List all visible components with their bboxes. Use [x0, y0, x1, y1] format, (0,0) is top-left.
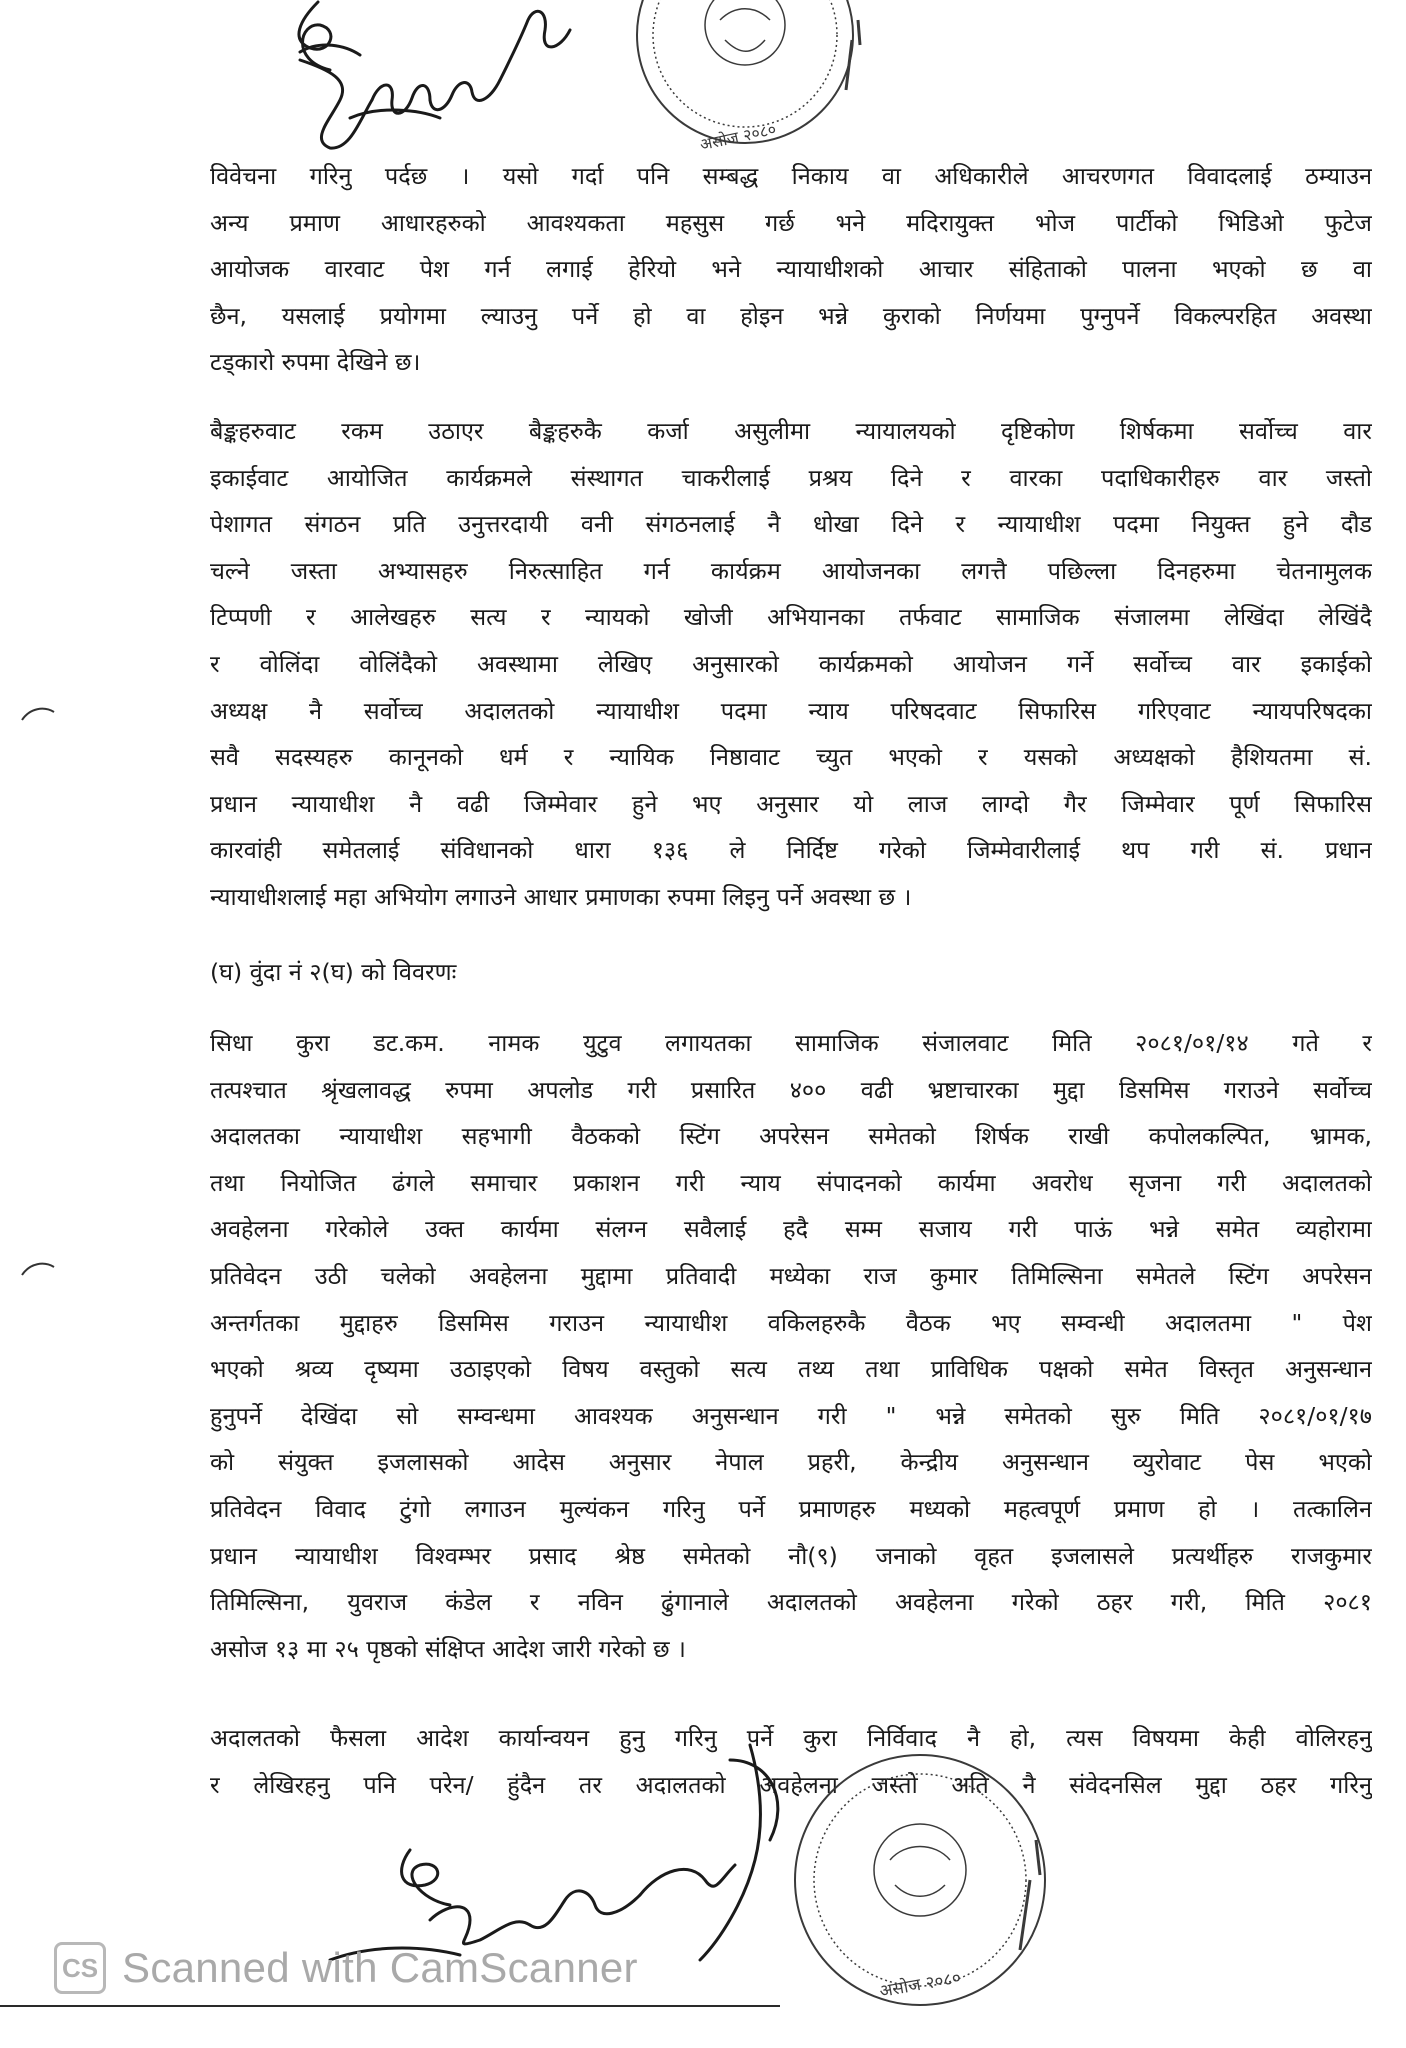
paragraph-2-line: कारवांही समेतलाई संविधानको धारा १३६ ले निर्दिष्ट गरेको जिम्मेवारीलाई थप गरी सं. प्रधान: [210, 836, 1372, 865]
paragraph-2-line: न्यायाधीशलाई महा अभियोग लगाउने आधार प्रमाणका रुपमा लिइनु पर्ने अवस्था छ ।: [210, 882, 912, 911]
paragraph-3-line: अदालतका न्यायाधीश सहभागी वैठकको स्टिंग अपरेसन समेतको शिर्षक राखी कपोलकल्पित, भ्रामक,: [210, 1122, 1372, 1151]
paragraph-3-line: तथा नियोजित ढंगले समाचार प्रकाशन गरी न्याय संपादनको कार्यमा अवरोध सृजना गरी अदालतको: [210, 1168, 1372, 1197]
section-heading: (घ) वुंदा नं २(घ) को विवरणः: [210, 958, 457, 986]
paragraph-2-line: चल्ने जस्ता अभ्यासहरु निरुत्साहित गर्न कार्यक्रम आयोजनका लगत्तै पछिल्ला दिनहरुमा चेतनामुलक: [210, 556, 1372, 585]
top-stamp: [637, 0, 860, 143]
paragraph-2: [210, 408, 1372, 921]
paragraph-3-line: भएको श्रव्य दृष्यमा उठाइएको विषय वस्तुको सत्य तथ्य तथा प्राविधिक पक्षको समेत विस्तृत अनुसन्धान: [210, 1355, 1372, 1384]
paragraph-3-line: तत्पश्चात श्रृंखलावद्ध रुपमा अपलोड गरी प्रसारित ४०० वढी भ्रष्टाचारका मुद्दा डिसमिस गराउने सर्वोच्च: [210, 1075, 1372, 1104]
bottom-stamp: [795, 1755, 1045, 2005]
paragraph-3-line: तिमिल्सिना, युवराज कंडेल र नविन ढुंगानाले अदालतको अवहेलना गरेको ठहर गरी, मिति २०८१: [210, 1588, 1372, 1617]
paragraph-1: [210, 153, 1372, 386]
paragraph-3-line: हुनुपर्ने देखिंदा सो सम्वन्धमा आवश्यक अनुसन्धान गरी " भन्ने समेतको सुरु मिति २०८१/०१/१७: [210, 1401, 1372, 1430]
paragraph-2-line: पेशागत संगठन प्रति उनुत्तरदायी वनी संगठनलाई नै धोखा दिने र न्यायाधीश पदमा नियुक्त हुने दौड: [210, 510, 1372, 539]
paragraph-1-line: अन्य प्रमाण आधारहरुको आवश्यकता महसुस गर्छ भने मदिरायुक्त भोज पार्टीको भिडिओ फुटेज: [210, 208, 1372, 237]
watermark-text: Scanned with CamScanner: [122, 1944, 638, 1991]
paragraph-3-line: प्रधान न्यायाधीश विश्वम्भर प्रसाद श्रेष्ठ समेतको नौ(९) जनाको वृहत इजलासले प्रत्यर्थीहरु राजकुमार: [210, 1541, 1372, 1570]
top-signature: [299, 2, 570, 148]
paragraph-2-line: र वोलिंदा वोलिंदैको अवस्थामा लेखिए अनुसारको कार्यक्रमको आयोजन गर्ने सर्वोच्च वार इकाईको: [210, 649, 1372, 678]
paragraph-3-line: प्रतिवेदन उठी चलेको अवहेलना मुद्दामा प्रतिवादी मध्येका राज कुमार तिमिल्सिना समेतले स्टिंग अपरेसन: [210, 1261, 1372, 1290]
paragraph-2-line: इकाईवाट आयोजित कार्यक्रमले संस्थागत चाकरीलाई प्रश्रय दिने र वारका पदाधिकारीहरु वार जस्तो: [210, 463, 1372, 492]
paragraph-2-line: सवै सदस्यहरु कानूनको धर्म र न्यायिक निष्ठावाट च्युत भएको र यसको अध्यक्षको हैशियतमा सं.: [210, 743, 1372, 772]
paragraph-4-line: अदालतको फैसला आदेश कार्यान्वयन हुनु गरिनु पर्ने कुरा निर्विवाद नै हो, त्यस विषयमा केही वोलिरहनु: [210, 1724, 1372, 1752]
paragraph-2-line: प्रधान न्यायाधीश नै वढी जिम्मेवार हुने भए अनुसार यो लाज लाग्दो गैर जिम्मेवार पूर्ण सिफारिस: [210, 789, 1372, 818]
paragraph-2-line: अध्यक्ष नै सर्वोच्च अदालतको न्यायाधीश पदमा न्याय परिषदवाट सिफारिस गरिएवाट न्यायपरिषदका: [210, 696, 1372, 725]
paragraph-3-line: असोज १३ मा २५ पृष्ठको संक्षिप्त आदेश जारी गरेको छ ।: [210, 1634, 686, 1663]
paragraph-1-line: छैन, यसलाई प्रयोगमा ल्याउनु पर्ने हो वा होइन भन्ने कुराको निर्णयमा पुग्नुपर्ने विकल्परहित अवस्था: [210, 301, 1372, 330]
paragraph-3-line: को संयुक्त इजलासको आदेस अनुसार नेपाल प्रहरी, केन्द्रीय अनुसन्धान व्युरोवाट पेस भएको: [210, 1448, 1372, 1477]
paragraph-3: [210, 1020, 1372, 1672]
paragraph-3-line: अवहेलना गरेकोले उक्त कार्यमा संलग्न सवैलाई हदै सम्म सजाय गरी पाऊं भन्ने समेत व्यहोरामा: [210, 1215, 1372, 1244]
top-signature-and-stamp: [0, 0, 1406, 170]
paragraph-1-line: आयोजक वारवाट पेश गर्न लगाई हेरियो भने न्यायाधीशको आचार संहिताको पालना भएको छ वा: [210, 255, 1372, 284]
paragraph-2-line: टिप्पणी र आलेखहरु सत्य र न्यायको खोजी अभियानका तर्फवाट सामाजिक संजालमा लेखिंदा लेखिंदै: [210, 603, 1372, 632]
paragraph-3-line: सिधा कुरा डट.कम. नामक युटुव लगायतका सामाजिक संजालवाट मिति २०८१/०१/१४ गते र: [210, 1029, 1372, 1057]
camscanner-logo-icon: CS: [54, 1942, 106, 1994]
margin-mark-upper: [18, 700, 58, 730]
camscanner-watermark: [54, 1938, 774, 1998]
paragraph-3-line: अन्तर्गतका मुद्दाहरु डिसमिस गराउन न्यायाधीश वकिलहरुकै वैठक भए सम्वन्धी अदालतमा " पेश: [210, 1308, 1372, 1337]
top-stamp-date: असोज २०८०: [698, 119, 778, 155]
paragraph-1-line: टड्कारो रुपमा देखिने छ।: [210, 348, 421, 377]
paragraph-1-line: विवेचना गरिनु पर्दछ । यसो गर्दा पनि सम्बद्ध निकाय वा अधिकारीले आचरणगत विवादलाई ठम्याउन: [210, 162, 1372, 190]
margin-mark-lower: [18, 1255, 58, 1285]
bottom-stamp-date: असोज २०८०: [878, 1967, 963, 2002]
paragraph-4-line: र लेखिरहनु पनि परेन/ हुंदैन तर अदालतको अवहेलना जस्तो अति नै संवेदनसिल मुद्दा ठहर गरिनु: [210, 1770, 1372, 1799]
bottom-signature: [330, 1745, 778, 1960]
paragraph-2-line: बैङ्कहरुवाट रकम उठाएर बैङ्कहरुकै कर्जा असुलीमा न्यायालयको दृष्टिकोण शिर्षकमा सर्वोच्च वार: [210, 417, 1372, 445]
paragraph-3-line: प्रतिवेदन विवाद टुंगो लगाउन मुल्यंकन गरिनु पर्ने प्रमाणहरु मध्यको महत्वपूर्ण प्रमाण हो । तत्कालिन: [210, 1494, 1372, 1523]
